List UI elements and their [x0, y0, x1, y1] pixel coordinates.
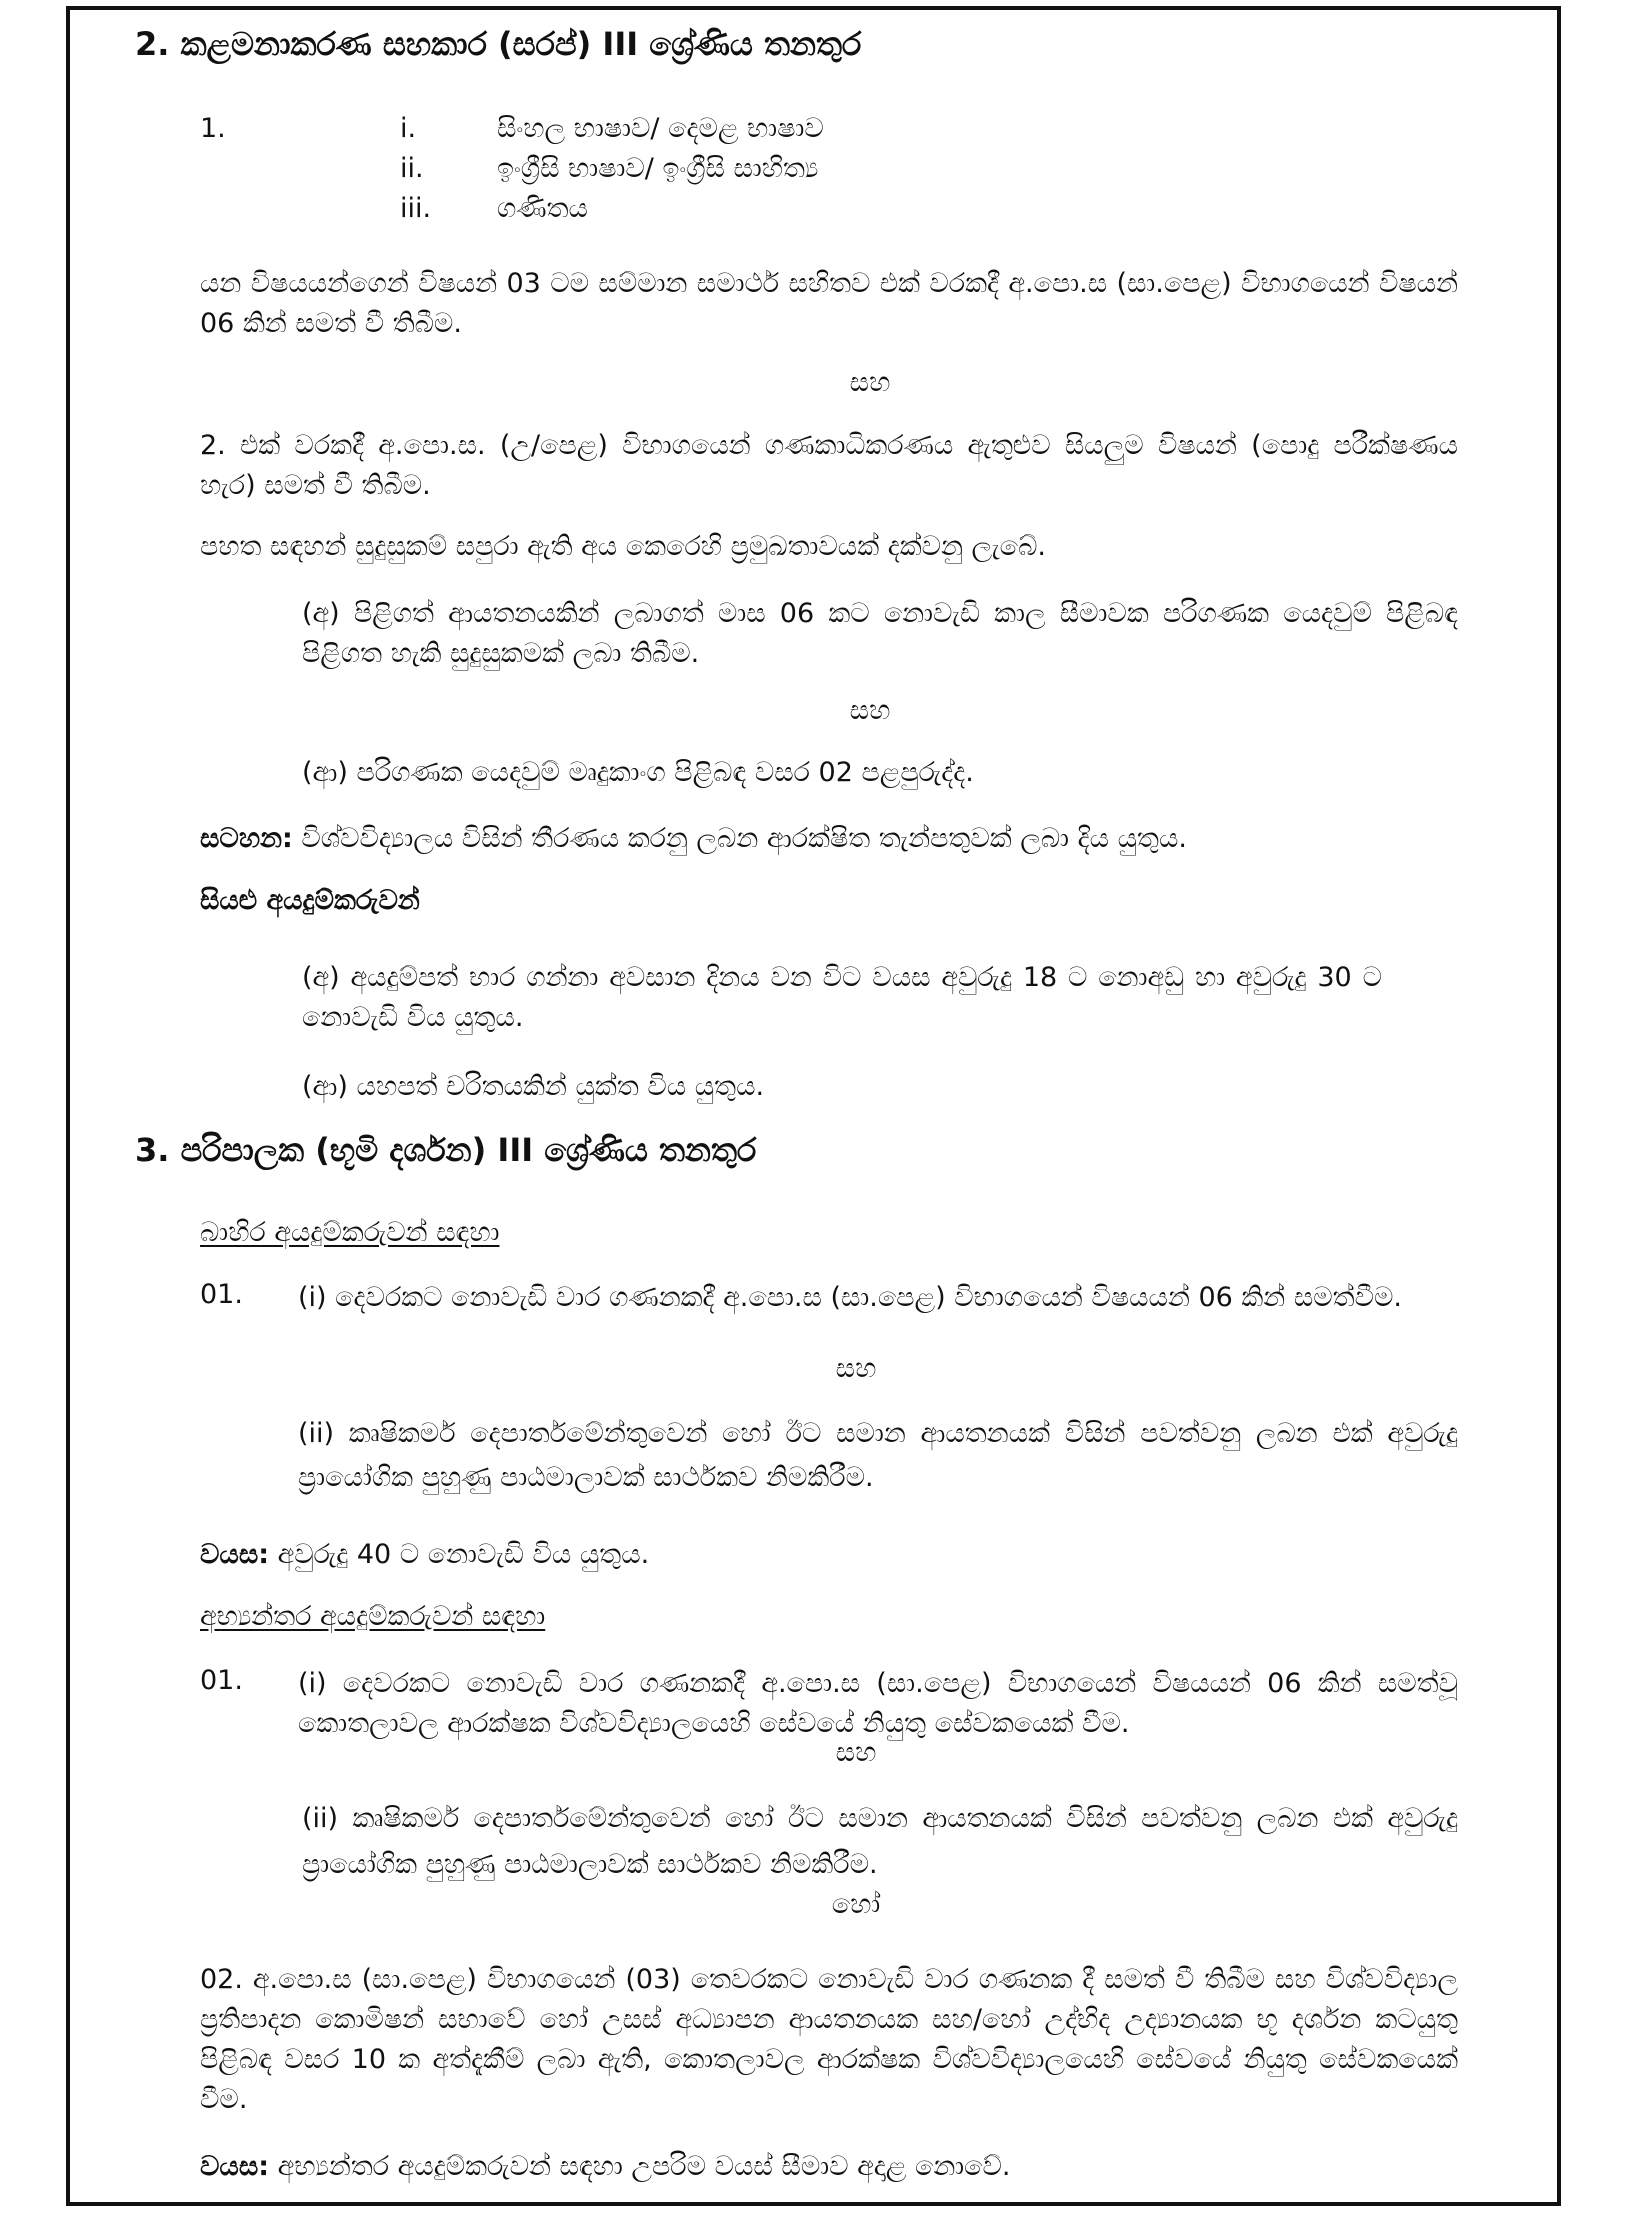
- section-2-heading: 2. කළමනාකරණ සහකාර (සරප්) III ශ්‍රේණිය තනතුර: [135, 25, 862, 63]
- internal-requirement-02: 02. අ.පො.ස (සා.පෙළ) විභාගයෙන් (03) තෙවරකට නොවැඩි වාර ගණනක දී සමත් වී තිබීම සහ විශ්වවිද්‍යාල ප්‍රතිපාදන කොමිෂන් සභාවේ හෝ උසස් අධ්‍යාපන ආයතනයක සහ/හෝ උද්භිද උද්‍යානයක භූ දර්ශන කටයුතු පිළිබඳ වසර 10 ක අත්දැකීම් ලබා ඇති, කොතලාවල ආරක්ෂක විශ්වවිද්‍යාලයෙහි සේවයේ නියුතු සේවකයෙක් වීම.: [200, 1964, 1458, 2115]
- all-applicants-heading: සියළු අයදුම්කරුවන්: [200, 885, 420, 916]
- age-label: වයස:: [200, 2151, 270, 2182]
- list-number: 1.: [200, 113, 226, 144]
- roman-numeral: i.: [400, 113, 417, 144]
- roman-numeral: iii.: [400, 193, 432, 224]
- external-requirement-i: (i) දෙවරකට නොවැඩි වාර ගණනකදී අ.පො.ස (සා.පෙළ) විභාගයෙන් විෂයයන් 06 කින් සමත්වීම.: [298, 1282, 1402, 1313]
- internal-requirement-ii: (ii) කෘෂිකර්ම දෙපාර්තමේන්තුවෙන් හෝ ඊට සමාන ආයතනයක් විසින් පවත්වනු ලබන එක් අවුරුදු ප්‍රායෝගික පුහුණු පාඨමාලාවක් සාර්ථකව නිමකිරීම.: [302, 1803, 1458, 1880]
- note-label: සටහන:: [200, 823, 293, 854]
- age-text: අභ්‍යන්තර අයදුම්කරුවන් සඳහා උපරිම වයස් සීමාව අදාළ නොවේ.: [269, 2151, 1011, 2182]
- subject-item: සිංහල භාෂාව/ දෙමළ භාෂාව: [497, 113, 824, 144]
- internal-age: [200, 2150, 1011, 2184]
- priority-item-aa: (ආ) පරිගණක යෙදවුම් මෘදුකාංග පිළිබඳ වසර 02 පළපුරුද්ද.: [302, 757, 974, 788]
- conjunction-and: සහ: [835, 1353, 877, 1384]
- section-3-heading: 3. පරිපාලක (භූමි දර්ශන) III ශ්‍රේණිය තනතුර: [135, 1131, 757, 1169]
- subject-item: ගණිතය: [497, 193, 588, 224]
- age-text: අවුරුදු 40 ට නොවැඩි විය යුතුය.: [269, 1539, 650, 1570]
- conjunction-and: සහ: [835, 1737, 877, 1768]
- external-requirement-ii: (ii) කෘෂිකර්ම දෙපාර්තමේන්තුවෙන් හෝ ඊට සමාන ආයතනයක් විසින් පවත්වනු ලබන එක් අවුරුදු ප්‍රායෝගික පුහුණු පාඨමාලාවක් සාර්ථකව නිමකිරීම.: [298, 1418, 1458, 1493]
- list-number: 01.: [200, 1279, 243, 1310]
- internal-requirement-i: (i) දෙවරකට නොවැඩි වාර ගණනකදී අ.පො.ස (සා.පෙළ) විභාගයෙන් විෂයයන් 06 කින් සමත්වූ කොතලාවල ආරක්ෂක විශ්වවිද්‍යාලයෙහි සේවයේ නියුතු සේවකයෙක් වීම.: [298, 1668, 1458, 1739]
- priority-statement: පහත සඳහන් සුදුසුකම් සපුරා ඇති අය කෙරෙහි ප්‍රමුඛතාවයක් දක්වනු ලැබේ.: [200, 531, 1046, 562]
- external-applicants-heading: බාහිර අයදුම්කරුවන් සඳහා: [200, 1217, 500, 1248]
- subject-item: ඉංග්‍රීසි භාෂාව/ ඉංග්‍රීසි සාහිත්‍ය: [497, 153, 819, 184]
- note: [200, 822, 1187, 856]
- internal-applicants-heading: අභ්‍යන්තර අයදුම්කරුවන් සඳහා: [200, 1601, 546, 1632]
- al-requirement: 2. එක් වරකදී අ.පො.ස. (උ/පෙළ) විභාගයෙන් ගණකාධිකරණය ඇතුළුව සියලුම විෂයන් (පොදු පරීක්ෂණය හැර) සමත් වී තිබීම.: [200, 430, 1458, 501]
- subjects-paragraph: යන විෂයයන්ගෙන් විෂයන් 03 ටම සම්මාන සමාර්ථ සහිතව එක් වරකදී අ.පො.ස (සා.පෙළ) විභාගයෙන් විෂයන් 06 කින් සමත් වී තිබීම.: [200, 268, 1458, 339]
- age-requirement: (අ) අයදුම්පත් භාර ගන්නා අවසාන දිනය වන විට වයස අවුරුදු 18 ට නොඅඩු හා අවුරුදු 30 ට නොවැඩි විය යුතුය.: [302, 962, 1382, 1033]
- list-number: 01.: [200, 1665, 243, 1696]
- age-label: වයස:: [200, 1539, 270, 1570]
- conjunction-and: සහ: [849, 367, 891, 398]
- roman-numeral: ii.: [400, 153, 424, 184]
- note-text: විශ්වවිද්‍යාලය විසින් තීරණය කරනු ලබන ආරක්ෂිත තැන්පතුවක් ලබා දිය යුතුය.: [292, 823, 1187, 854]
- external-age: [200, 1538, 649, 1572]
- conjunction-or: හෝ: [831, 1889, 881, 1920]
- character-requirement: (ආ) යහපත් චරිතයකින් යුක්ත විය යුතුය.: [302, 1071, 765, 1102]
- conjunction-and: සහ: [849, 695, 891, 726]
- priority-item-a: (අ) පිළිගත් ආයතනයකින් ලබාගත් මාස 06 කට නොවැඩි කාල සීමාවක පරිගණක යෙදවුම් පිළිබඳ පිළිගත හැකි සුදුසුකමක් ලබා තිබීම.: [302, 598, 1458, 669]
